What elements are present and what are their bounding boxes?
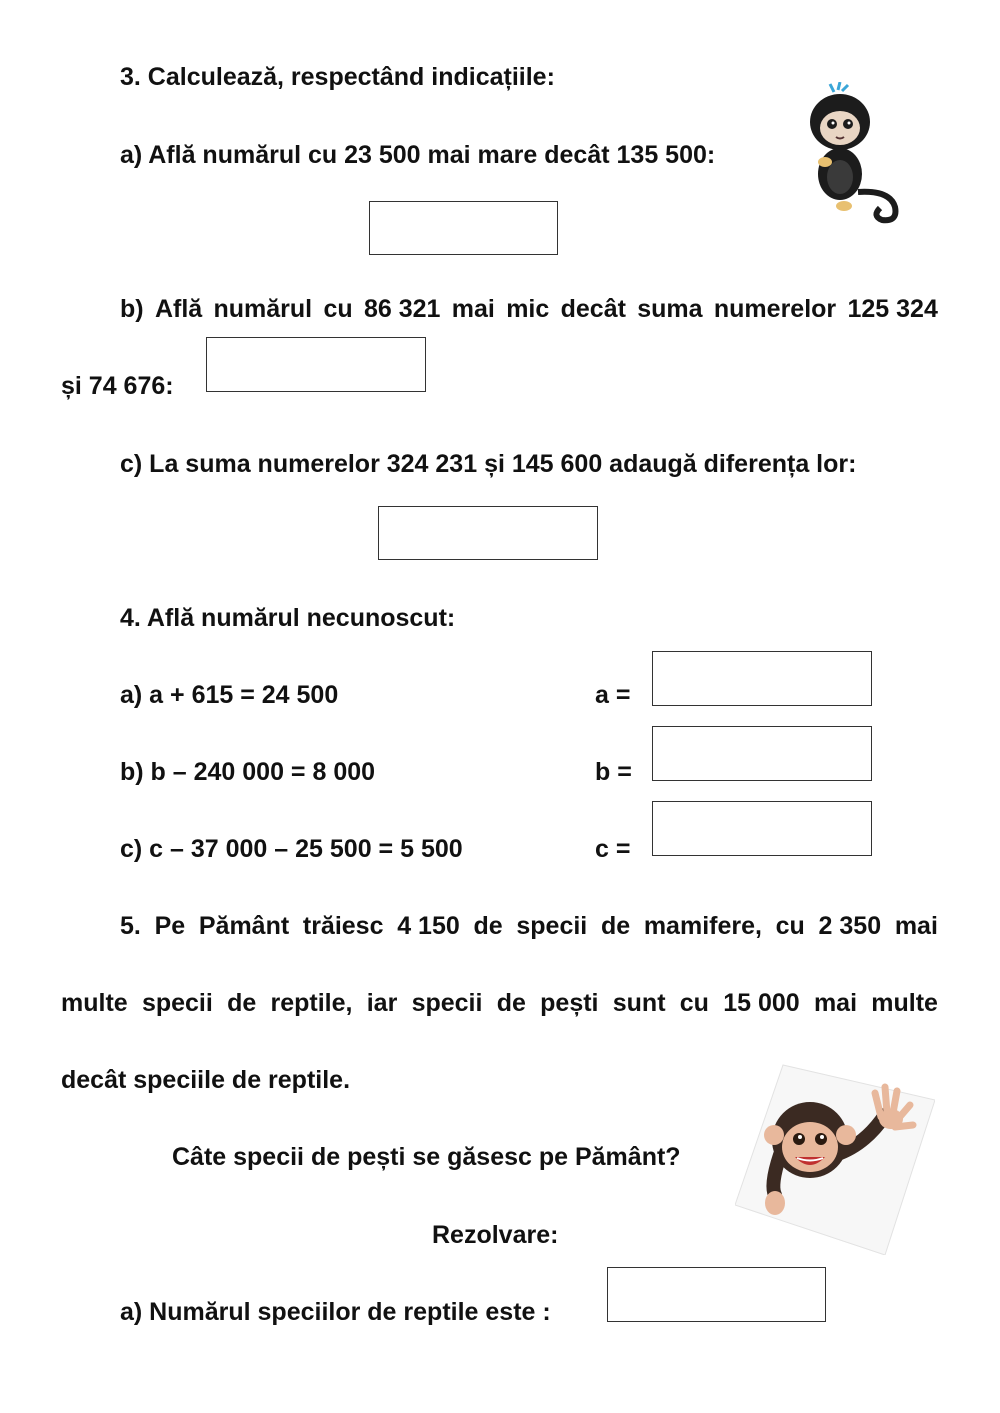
ex5-step-a: a) Numărul speciilor de reptile este :: [120, 1298, 551, 1326]
toy-monkey-illustration: [800, 82, 910, 227]
ex3-b-answer-box[interactable]: [206, 337, 426, 392]
ex5-step-a-answer-box[interactable]: [607, 1267, 826, 1322]
ex4-c-label: c =: [595, 835, 631, 863]
ex3-heading: 3. Calculează, respectând indicațiile:: [120, 63, 555, 91]
ex5-solution-heading: Rezolvare:: [432, 1221, 559, 1249]
ex4-a-answer-box[interactable]: [652, 651, 872, 706]
ex4-b-equation: b) b – 240 000 = 8 000: [120, 758, 376, 786]
ex3-b-line2: și 74 676:: [61, 372, 174, 400]
ex3-b-line1: b) Află numărul cu 86 321 mai mic decât suma numerelor 125 324: [120, 295, 938, 323]
ex3-c-answer-box[interactable]: [378, 506, 598, 560]
ex5-line3: decât speciile de reptile.: [61, 1066, 351, 1094]
ex4-b-label: b =: [595, 758, 632, 786]
ex4-c-equation: c) c – 37 000 – 25 500 = 5 500: [120, 835, 463, 863]
ex5-line1: 5. Pe Pământ trăiesc 4 150 de specii de mamifere, cu 2 350 mai: [120, 912, 938, 940]
ex3-a-text: a) Află numărul cu 23 500 mai mare decât 135 500:: [120, 141, 716, 169]
ex4-a-equation: a) a + 615 = 24 500: [120, 681, 339, 709]
ex4-heading: 4. Află numărul necunoscut:: [120, 604, 456, 632]
ex3-c-text: c) La suma numerelor 324 231 și 145 600 adaugă diferența lor:: [120, 450, 857, 478]
ex4-a-label: a =: [595, 681, 631, 709]
ex5-line2: multe specii de reptile, iar specii de pești sunt cu 15 000 mai multe: [61, 989, 938, 1017]
ex4-c-answer-box[interactable]: [652, 801, 872, 856]
ex4-b-answer-box[interactable]: [652, 726, 872, 781]
waving-chimpanzee-illustration: [735, 1055, 935, 1255]
ex5-question: Câte specii de pești se găsesc pe Pământ?: [172, 1143, 681, 1171]
ex3-a-answer-box[interactable]: [369, 201, 558, 255]
